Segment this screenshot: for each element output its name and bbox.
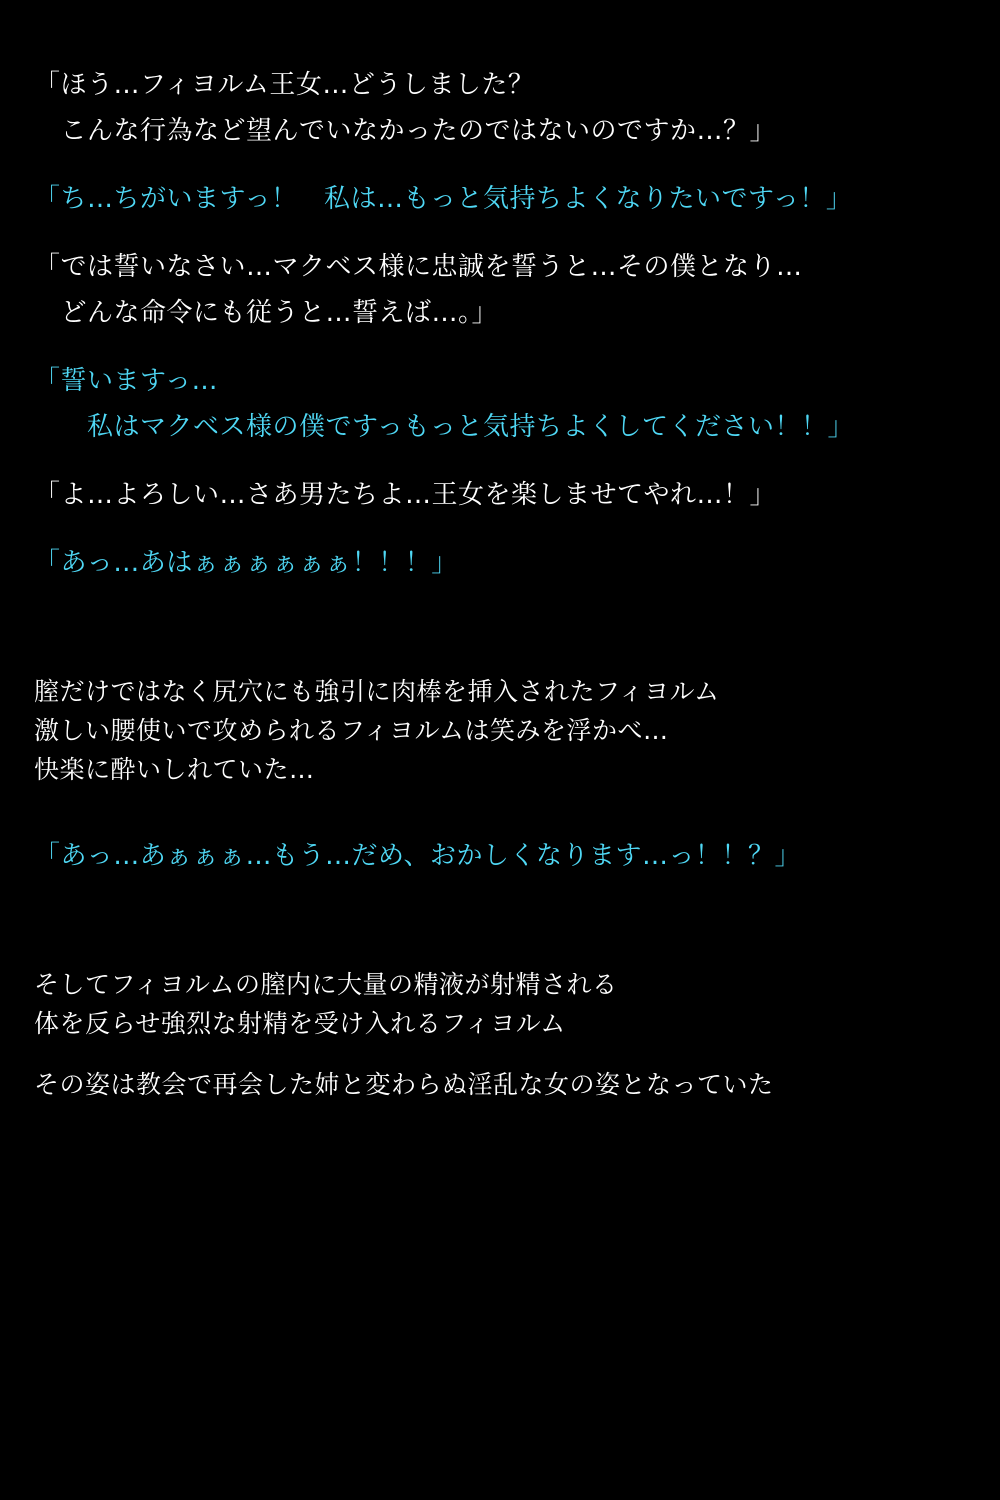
dialogue-line: 「ち…ちがいますっ！ 私は…もっと気持ちよくなりたいですっ！」 [34, 184, 853, 214]
dialogue-line: 私はマクベス様の僕ですっもっと気持ちよくしてください！！」 [34, 412, 854, 442]
dialogue-line: 「あっ…あはぁぁぁぁぁぁ！！！」 [34, 548, 458, 578]
spacer [0, 154, 1000, 176]
script-container [0, 62, 1000, 1104]
narration-line: その姿は教会で再会した姉と変わらぬ淫乱な女の姿となっていた [34, 1070, 774, 1099]
narration-block-1 [0, 672, 1000, 789]
narration-line: 膣だけではなく尻穴にも強引に肉棒を挿入されたフィヨルム [34, 677, 720, 706]
spacer [0, 879, 1000, 965]
dialogue-block-2 [0, 176, 1000, 222]
spacer [0, 222, 1000, 244]
dialogue-block-1 [0, 62, 1000, 154]
dialogue-block-7 [0, 833, 1000, 879]
dialogue-line: 「誓いますっ… [34, 366, 218, 396]
narration-block-2 [0, 965, 1000, 1043]
spacer [0, 1043, 1000, 1065]
dialogue-block-3 [0, 244, 1000, 336]
dialogue-line: こんな行為など望んでいなかったのではないのですか…？」 [34, 116, 777, 146]
spacer [0, 450, 1000, 472]
narration-line: 体を反らせ強烈な射精を受け入れるフィヨルム [34, 1009, 566, 1038]
dialogue-line: 「では誓いなさい…マクベス様に忠誠を誓うと…その僕となり… [34, 252, 803, 282]
spacer [0, 586, 1000, 672]
dialogue-block-4 [0, 358, 1000, 450]
dialogue-block-6 [0, 540, 1000, 586]
narration-block-3 [0, 1065, 1000, 1104]
dialogue-line: どんな命令にも従うと…誓えば…。」 [34, 298, 499, 328]
dialogue-line: 「あっ…あぁぁぁ…もう…だめ、おかしくなります…っ！！？」 [34, 841, 801, 871]
dialogue-block-5 [0, 472, 1000, 518]
dialogue-line: 「ほう…フィヨルム王女…どうしました？ [34, 70, 535, 100]
spacer [0, 789, 1000, 833]
spacer [0, 518, 1000, 540]
spacer [0, 336, 1000, 358]
narration-line: そしてフィヨルムの膣内に大量の精液が射精される [34, 970, 618, 999]
narration-line: 快楽に酔いしれていた… [34, 755, 315, 784]
dialogue-line: 「よ…よろしい…さあ男たちよ…王女を楽しませてやれ…！」 [34, 480, 777, 510]
narration-line: 激しい腰使いで攻められるフィヨルムは笑みを浮かべ… [34, 716, 669, 745]
